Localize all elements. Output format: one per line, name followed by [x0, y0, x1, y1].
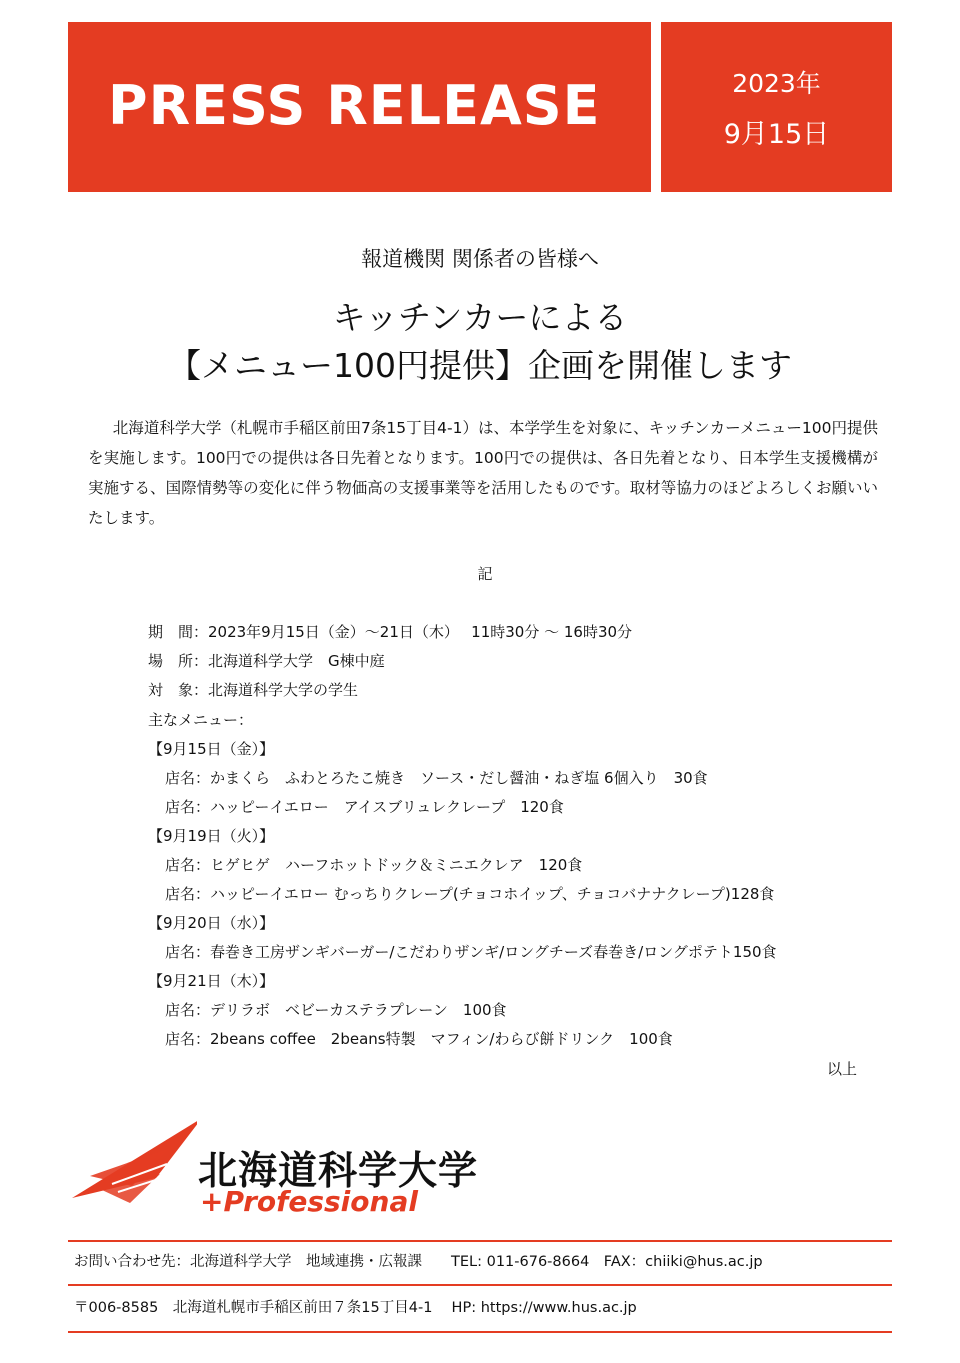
- place-line: 場 所：北海道科学大学 G棟中庭: [148, 652, 385, 670]
- university-logo-tagline: +Professional: [200, 1185, 418, 1218]
- headline-line-2: 【メニュー100円提供】企画を開催します: [168, 346, 792, 385]
- ijo-marker: 以上: [826, 1060, 857, 1078]
- press-release-banner: [68, 22, 651, 192]
- addressee: 報道機関 関係者の皆様へ: [361, 247, 599, 271]
- period-line: 期 間：2023年9月15日（金）～21日（木） 11時30分 ～ 16時30分: [148, 623, 633, 641]
- contact-address: 〒006-8585 北海道札幌市手稲区前田７条15丁目4-1 HP: https://www.hus.ac.jp: [74, 1300, 637, 1316]
- press-release-title: PRESS RELEASE: [108, 74, 601, 137]
- release-year: 2023年: [732, 69, 821, 98]
- menu-shop-line: 店名：ハッピーイエロー アイスブリュレクレープ 120食: [165, 798, 564, 816]
- body-paragraph: 北海道科学大学（札幌市手稲区前田7条15丁目4-1）は、本学学生を対象に、キッチンカーメニュー100円提供を実施します。100円での提供は各日先着となります。100円での提供は、各日先着となり、日本学生支援機構が実施する、国際情勢等の変化に伴う物価高の支援事業等を活用したものです。取材等協力のほどよろしくお願いいたします。: [88, 419, 878, 527]
- university-logo-name: 北海道科学大学: [198, 1149, 479, 1194]
- menu-shop-line: 店名：ヒゲヒゲ ハーフホットドック＆ミニエクレア 120食: [165, 856, 583, 874]
- menu-day-heading: 【9月20日（水）】: [148, 914, 275, 932]
- menu-day-heading: 【9月19日（火）】: [148, 827, 275, 845]
- headline-line-1: キッチンカーによる: [332, 298, 628, 337]
- date-banner: [661, 22, 892, 192]
- footer-divider: [68, 1240, 892, 1242]
- release-date: 9月15日: [723, 119, 830, 150]
- menu-shop-line: 店名：春巻き工房ザンギバーガー/こだわりザンギ/ロングチーズ春巻き/ロングポテト150食: [165, 943, 777, 961]
- footer-divider: [68, 1284, 892, 1286]
- menu-label: 主なメニュー：: [148, 711, 254, 729]
- wing-logo-icon: [72, 1118, 197, 1222]
- footer-divider: [68, 1331, 892, 1333]
- menu-shop-line: 店名：2beans coffee 2beans特製 マフィン/わらび餅ドリンク 100食: [165, 1030, 673, 1048]
- target-line: 対 象：北海道科学大学の学生: [148, 681, 359, 699]
- contact-inquiry: お問い合わせ先：北海道科学大学 地域連携・広報課 TEL: 011-676-8664 FAX：chiiki@hus.ac.jp: [74, 1254, 763, 1270]
- ki-marker: 記: [477, 565, 493, 583]
- menu-day-heading: 【9月15日（金）】: [148, 740, 275, 758]
- menu-shop-line: 店名：ハッピーイエロー むっちりクレープ(チョコホイップ、チョコバナナクレープ)128食: [165, 885, 775, 903]
- menu-day-heading: 【9月21日（木）】: [148, 972, 275, 990]
- menu-shop-line: 店名：デリラボ ベビーカステラプレーン 100食: [165, 1001, 507, 1019]
- menu-shop-line: 店名：かまくら ふわとろたこ焼き ソース・だし醤油・ねぎ塩 6個入り 30食: [165, 769, 708, 787]
